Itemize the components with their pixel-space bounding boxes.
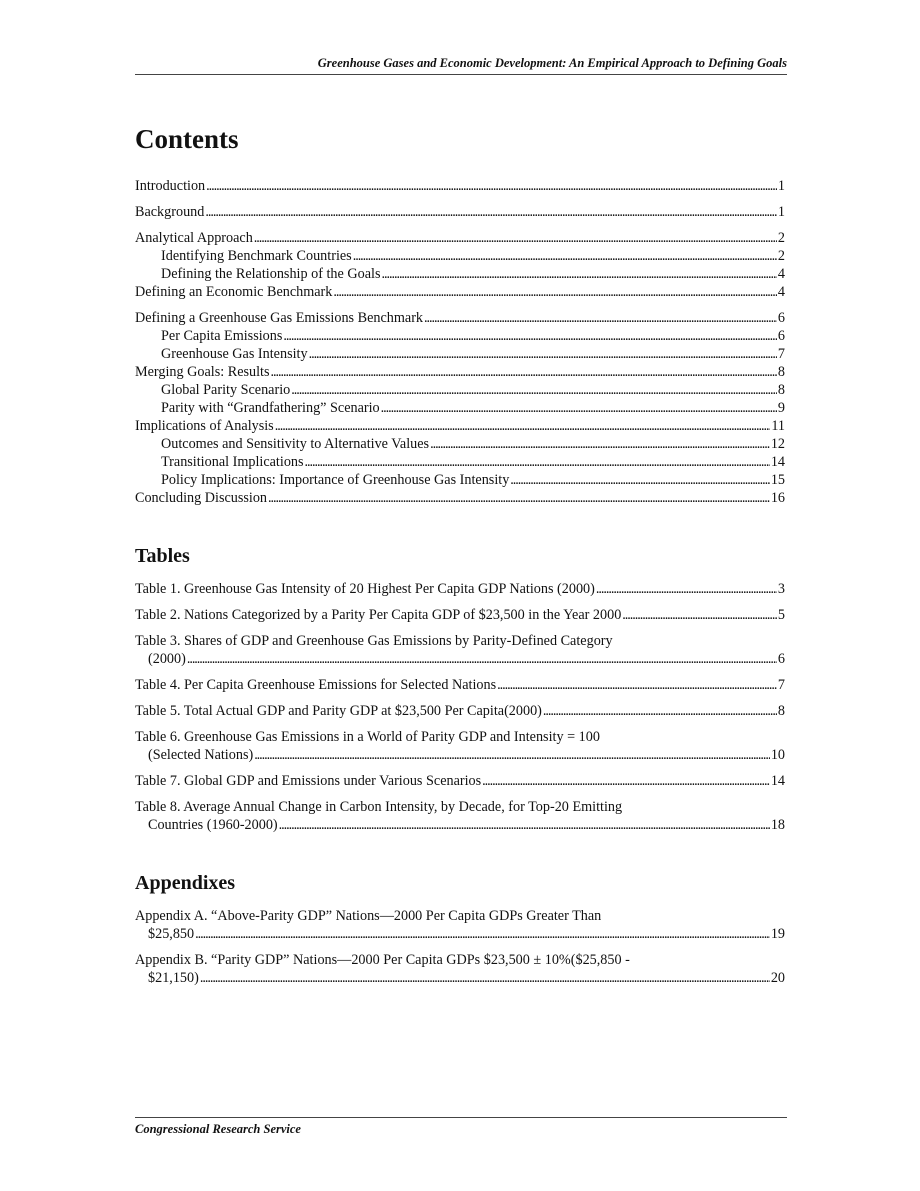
toc-subentry[interactable]: Global Parity Scenario . . . 8 [135,381,785,399]
toc-page [135,124,785,987]
toc-entry[interactable]: Implications of Analysis . . . 11 [135,417,785,435]
footer-text: Congressional Research Service [135,1122,301,1136]
appendix-entry[interactable]: Appendix A. “Above-Parity GDP” Nations—2000 Per Capita GDPs Greater Than $25,850 . . . 19 [135,907,785,943]
table-entry[interactable]: Table 7. Global GDP and Emissions under Various Scenarios . . . 14 [135,772,785,790]
running-header [135,56,787,75]
table-entry[interactable]: Table 1. Greenhouse Gas Intensity of 20 Highest Per Capita GDP Nations (2000) . . . 3 [135,580,785,598]
toc-subentry[interactable]: Identifying Benchmark Countries . . . 2 [135,247,785,265]
toc-subentry[interactable]: Defining the Relationship of the Goals . . . 4 [135,265,785,283]
appendixes-heading: Appendixes [135,872,236,894]
toc-entry[interactable]: Analytical Approach . . . 2 [135,229,785,247]
table-entry[interactable]: Table 6. Greenhouse Gas Emissions in a World of Parity GDP and Intensity = 100 (Selected Nations) . . . 10 [135,728,785,764]
contents-heading: Contents [135,124,239,154]
appendix-entry[interactable]: Appendix B. “Parity GDP” Nations—2000 Per Capita GDPs $23,500 ± 10%($25,850 - $21,150) . . . 20 [135,951,785,987]
appendixes-list [135,907,785,987]
running-footer [135,1117,787,1137]
table-entry[interactable]: Table 3. Shares of GDP and Greenhouse Gas Emissions by Parity-Defined Category (2000) . . . 6 [135,632,785,668]
toc-subentry[interactable]: Per Capita Emissions . . . 6 [135,327,785,345]
toc-entry[interactable]: Merging Goals: Results . . . 8 [135,363,785,381]
running-header-title: Greenhouse Gases and Economic Development: An Empirical Approach to Defining Goals [317,56,787,70]
table-entry[interactable]: Table 2. Nations Categorized by a Parity Per Capita GDP of $23,500 in the Year 2000 . . . 5 [135,606,785,624]
tables-heading: Tables [135,545,190,567]
tables-list [135,580,785,834]
toc-subentry[interactable]: Parity with “Grandfathering” Scenario . . . 9 [135,399,785,417]
toc-subentry[interactable]: Transitional Implications . . . 14 [135,453,785,471]
toc-entry[interactable]: Background . . . 1 [135,203,785,221]
toc-entry[interactable]: Concluding Discussion . . . 16 [135,489,785,507]
table-entry[interactable]: Table 5. Total Actual GDP and Parity GDP at $23,500 Per Capita(2000) . . . 8 [135,702,785,720]
toc-entry[interactable]: Defining a Greenhouse Gas Emissions Benchmark . . . 6 [135,309,785,327]
toc-subentry[interactable]: Outcomes and Sensitivity to Alternative Values . . . 12 [135,435,785,453]
toc-entry[interactable]: Introduction . . . 1 [135,177,785,195]
table-entry[interactable]: Table 8. Average Annual Change in Carbon Intensity, by Decade, for Top-20 Emitting Countries (1960-2000) . . . 18 [135,798,785,834]
table-entry[interactable]: Table 4. Per Capita Greenhouse Emissions for Selected Nations . . . 7 [135,676,785,694]
toc-entry[interactable]: Defining an Economic Benchmark . . . 4 [135,283,785,301]
contents-list [135,177,785,507]
toc-subentry[interactable]: Greenhouse Gas Intensity . . . 7 [135,345,785,363]
toc-subentry[interactable]: Policy Implications: Importance of Greenhouse Gas Intensity . . . 15 [135,471,785,489]
